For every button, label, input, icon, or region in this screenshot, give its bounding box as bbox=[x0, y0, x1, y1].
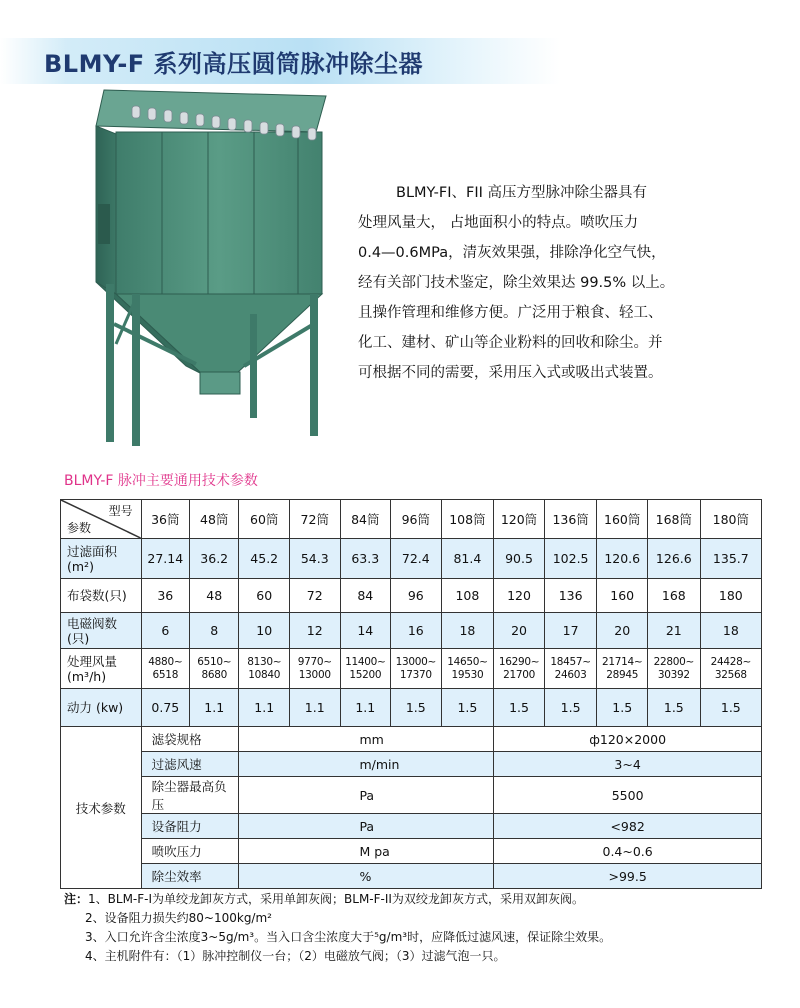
tech-value: 3~4 bbox=[494, 752, 762, 777]
intro-line: 经有关部门技术鉴定，除尘效果达 99.5% 以上。 bbox=[358, 275, 675, 291]
table-cell: 6510~ 8680 bbox=[190, 649, 239, 689]
table-cell: 1.5 bbox=[544, 689, 597, 727]
table-cell: 120 bbox=[494, 579, 545, 613]
table-cell: 36.2 bbox=[190, 539, 239, 579]
table-cell: 8130~ 10840 bbox=[239, 649, 290, 689]
model-header-row bbox=[61, 500, 762, 539]
table-cell: 8 bbox=[190, 613, 239, 649]
table-cell: 22800~ 30392 bbox=[647, 649, 700, 689]
model-cell: 120筒 bbox=[494, 500, 545, 539]
table-cell: 14650~ 19530 bbox=[441, 649, 494, 689]
model-cell: 160筒 bbox=[597, 500, 648, 539]
table-cell: 1.1 bbox=[190, 689, 239, 727]
table-cell: 54.3 bbox=[289, 539, 340, 579]
intro-line: 化工、建材、矿山等企业粉料的回收和除尘。并 bbox=[358, 335, 663, 351]
tech-params-label: 技术参数 bbox=[61, 727, 142, 889]
tech-unit: mm bbox=[239, 727, 494, 752]
table-cell: 126.6 bbox=[647, 539, 700, 579]
table-cell: 1.1 bbox=[289, 689, 340, 727]
model-cell: 84筒 bbox=[340, 500, 391, 539]
table-row-filter-area bbox=[61, 539, 762, 579]
table-cell: 20 bbox=[494, 613, 545, 649]
table-cell: 1.5 bbox=[441, 689, 494, 727]
tech-row bbox=[61, 839, 762, 864]
note-item: 2、设备阻力损失约80~100kg/m² bbox=[85, 911, 272, 925]
table-cell: 16 bbox=[391, 613, 442, 649]
tech-unit: M pa bbox=[239, 839, 494, 864]
model-cell: 36筒 bbox=[141, 500, 189, 539]
section-title: BLMY-F 脉冲主要通用技术参数 bbox=[64, 473, 258, 489]
table-cell: 168 bbox=[647, 579, 700, 613]
table-cell: 180 bbox=[700, 579, 761, 613]
row-label: 过滤面积 (m²) bbox=[61, 539, 142, 579]
table-cell: 21714~ 28945 bbox=[597, 649, 648, 689]
tech-name: 除尘器最高负压 bbox=[141, 777, 239, 814]
tech-value: 0.4~0.6 bbox=[494, 839, 762, 864]
corner-cell bbox=[61, 500, 142, 539]
table-cell: 17 bbox=[544, 613, 597, 649]
table-cell: 160 bbox=[597, 579, 648, 613]
table-cell: 108 bbox=[441, 579, 494, 613]
table-cell: 48 bbox=[190, 579, 239, 613]
tech-name: 设备阻力 bbox=[141, 814, 239, 839]
intro-line: 可根据不同的需要，采用压入式或吸出式装置。 bbox=[358, 365, 663, 381]
table-cell: 120.6 bbox=[597, 539, 648, 579]
table-cell: 96 bbox=[391, 579, 442, 613]
table-cell: 12 bbox=[289, 613, 340, 649]
table-cell: 27.14 bbox=[141, 539, 189, 579]
table-cell: 84 bbox=[340, 579, 391, 613]
table-cell: 24428~ 32568 bbox=[700, 649, 761, 689]
table-cell: 45.2 bbox=[239, 539, 290, 579]
model-cell: 72筒 bbox=[289, 500, 340, 539]
corner-param-label: 参数 bbox=[67, 521, 92, 535]
model-cell: 108筒 bbox=[441, 500, 494, 539]
tech-unit: % bbox=[239, 864, 494, 889]
intro-line: BLMY-FI、FII 高压方型脉冲除尘器具有 bbox=[396, 185, 648, 201]
table-cell: 63.3 bbox=[340, 539, 391, 579]
model-cell: 48筒 bbox=[190, 500, 239, 539]
table-cell: 18 bbox=[700, 613, 761, 649]
table-cell: 0.75 bbox=[141, 689, 189, 727]
model-cell: 180筒 bbox=[700, 500, 761, 539]
table-cell: 72 bbox=[289, 579, 340, 613]
table-cell: 1.5 bbox=[700, 689, 761, 727]
tech-name: 除尘效率 bbox=[141, 864, 239, 889]
table-cell: 1.5 bbox=[597, 689, 648, 727]
model-cell: 60筒 bbox=[239, 500, 290, 539]
table-cell: 18 bbox=[441, 613, 494, 649]
model-cell: 136筒 bbox=[544, 500, 597, 539]
table-cell: 72.4 bbox=[391, 539, 442, 579]
tech-row bbox=[61, 814, 762, 839]
table-cell: 18457~ 24603 bbox=[544, 649, 597, 689]
table-cell: 90.5 bbox=[494, 539, 545, 579]
intro-line: 且操作管理和维修方便。广泛用于粮食、轻工、 bbox=[358, 305, 663, 321]
table-cell: 10 bbox=[239, 613, 290, 649]
table-cell: 1.1 bbox=[239, 689, 290, 727]
product-intro bbox=[358, 178, 738, 388]
table-cell: 81.4 bbox=[441, 539, 494, 579]
table-row-air-volume bbox=[61, 649, 762, 689]
note-item: 3、入口允许含尘浓度3~5g/m³。当入口含尘浓度大于⁵g/m³时，应降低过滤风速，保证除尘效果。 bbox=[85, 930, 612, 944]
table-cell: 13000~ 17370 bbox=[391, 649, 442, 689]
tech-value: ф120×2000 bbox=[494, 727, 762, 752]
row-label: 布袋数(只) bbox=[61, 579, 142, 613]
table-cell: 11400~ 15200 bbox=[340, 649, 391, 689]
tech-unit: Pa bbox=[239, 777, 494, 814]
note-item: 注：1、BLM-F-I为单绞龙卸灰方式，采用单卸灰阀；BLM-F-II为双绞龙卸灰方式，采用双卸灰阀。 bbox=[64, 892, 584, 906]
table-cell: 1.5 bbox=[391, 689, 442, 727]
intro-line: 0.4—0.6MPa，清灰效果强，排除净化空气快， bbox=[358, 245, 666, 261]
notes-label: 注： bbox=[64, 892, 89, 906]
tech-value: <982 bbox=[494, 814, 762, 839]
intro-line: 处理风量大， 占地面积小的特点。喷吹压力 bbox=[358, 215, 639, 231]
table-row-power bbox=[61, 689, 762, 727]
tech-name: 滤袋规格 bbox=[141, 727, 239, 752]
row-label: 处理风量 (m³/h) bbox=[61, 649, 142, 689]
page-title: BLMY-F 系列高压圆筒脉冲除尘器 bbox=[44, 50, 424, 78]
table-cell: 36 bbox=[141, 579, 189, 613]
tech-row bbox=[61, 752, 762, 777]
table-cell: 9770~ 13000 bbox=[289, 649, 340, 689]
table-cell: 4880~ 6518 bbox=[141, 649, 189, 689]
model-cell: 168筒 bbox=[647, 500, 700, 539]
row-label: 电磁阀数 (只) bbox=[61, 613, 142, 649]
table-cell: 21 bbox=[647, 613, 700, 649]
table-cell: 102.5 bbox=[544, 539, 597, 579]
tech-name: 过滤风速 bbox=[141, 752, 239, 777]
tech-row bbox=[61, 777, 762, 814]
table-cell: 1.5 bbox=[494, 689, 545, 727]
tech-unit: Pa bbox=[239, 814, 494, 839]
table-cell: 135.7 bbox=[700, 539, 761, 579]
spec-table bbox=[60, 499, 762, 889]
model-cell: 96筒 bbox=[391, 500, 442, 539]
tech-unit: m/min bbox=[239, 752, 494, 777]
table-cell: 16290~ 21700 bbox=[494, 649, 545, 689]
table-cell: 14 bbox=[340, 613, 391, 649]
table-row-bag-count bbox=[61, 579, 762, 613]
notes bbox=[64, 890, 784, 966]
note-item: 4、主机附件有：（1）脉冲控制仪一台；（2）电磁放气阀；（3）过滤气泡一只。 bbox=[85, 949, 506, 963]
tech-name: 喷吹压力 bbox=[141, 839, 239, 864]
table-row-valve-count bbox=[61, 613, 762, 649]
table-cell: 1.5 bbox=[647, 689, 700, 727]
corner-model-label: 型号 bbox=[108, 504, 133, 518]
tech-value: 5500 bbox=[494, 777, 762, 814]
table-cell: 60 bbox=[239, 579, 290, 613]
dust-collector-illustration bbox=[76, 84, 338, 448]
row-label: 动力 (kw) bbox=[61, 689, 142, 727]
table-cell: 20 bbox=[597, 613, 648, 649]
table-cell: 6 bbox=[141, 613, 189, 649]
table-cell: 136 bbox=[544, 579, 597, 613]
tech-row bbox=[61, 727, 762, 752]
tech-row bbox=[61, 864, 762, 889]
tech-value: >99.5 bbox=[494, 864, 762, 889]
table-cell: 1.1 bbox=[340, 689, 391, 727]
